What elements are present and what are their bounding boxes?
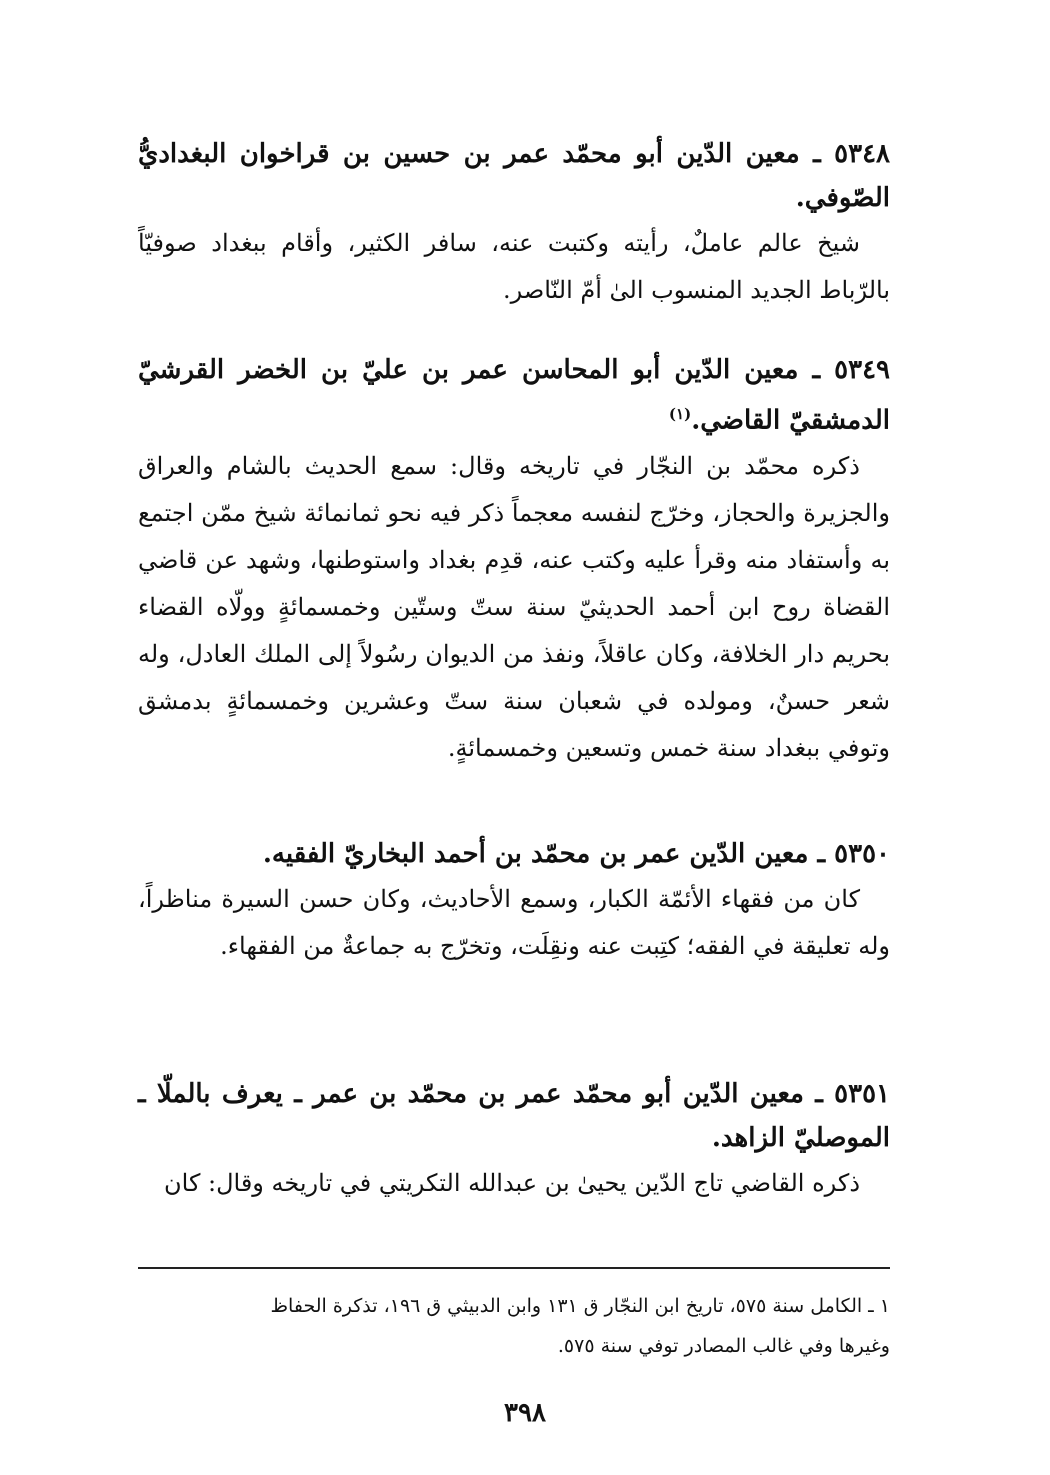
footnote-reference[interactable]: (١) <box>668 405 692 423</box>
entry-number: ٥٣٥١ ـ <box>815 1079 890 1109</box>
footnote-line: وغيرها وفي غالب المصادر توفي سنة ٥٧٥. <box>557 1335 890 1357</box>
footnote-line: ١ ـ الكامل سنة ٥٧٥، تاريخ ابن النجّار ق ١٣١ وابن الدبيثي ق ١٩٦، تذكرة الحفاظ <box>270 1295 890 1317</box>
entry-title: معين الدّين أبو محمّد عمر بن حسين بن قراخوان البغداديُّ الصّوفي. <box>138 139 890 213</box>
page-number: ٣٩٨ <box>504 1398 546 1428</box>
entry-body: شيخ عالم عاملٌ، رأيته وكتبت عنه، سافر الكثير، وأقام ببغداد صوفيّاً بالرّباط الجديد المنسوب الىٰ أمّ النّاصر. <box>138 229 890 304</box>
footnotes <box>138 1286 890 1366</box>
biography-entry-5350 <box>138 832 890 970</box>
entry-heading <box>138 348 890 443</box>
entry-number: ٥٣٤٩ ـ <box>812 355 890 385</box>
biography-entry-5348 <box>138 132 890 314</box>
entry-title: معين الدّين أبو المحاسن عمر بن عليّ بن الخضر القرشيّ الدمشقيّ القاضي. <box>138 355 890 436</box>
entry-heading <box>138 132 890 220</box>
entry-body: ذكره محمّد بن النجّار في تاريخه وقال: سمع الحديث بالشام والعراق والجزيرة والحجاز، وخرّج لنفسه معجماً ذكر فيه نحو ثمانمائة شيخ ممّن اجتمع به وأستفاد منه وقرأ عليه وكتب عنه، قدِم بغداد واستوطنها، وشهد عن قاضي القضاة روح ابن أحمد الحديثيّ سنة ستّ وستّين وخمسمائةٍ وولّاه القضاء بحريم دار الخلافة، وكان عاقلاً، ونفذ من الديوان رسُولاً إلى الملك العادل، وله شعر حسنٌ، ومولده في شعبان سنة ستّ وعشرين وخمسمائةٍ بدمشق وتوفي ببغداد سنة خمس وتسعين وخمسمائةٍ. <box>138 451 890 762</box>
biography-entry-5351 <box>138 1072 890 1207</box>
biography-entry-5349 <box>138 348 890 772</box>
entry-title: معين الدّين أبو محمّد عمر بن محمّد بن عمر ـ يعرف بالملّا ـ الموصليّ الزاهد. <box>138 1079 890 1153</box>
entry-number: ٥٣٤٨ ـ <box>813 139 890 169</box>
entry-body: كان من فقهاء الأئمّة الكبار، وسمع الأحاديث، وكان حسن السيرة مناظراً، وله تعليقة في الفقه؛ كتِبت عنه ونقِلَت، وتخرّج به جماعةٌ من الفقهاء. <box>138 885 890 960</box>
entry-number: ٥٣٥٠ ـ <box>817 839 890 869</box>
entry-body: ذكره القاضي تاج الدّين يحيىٰ بن عبدالله التكريتي في تاريخه وقال: كان <box>164 1169 860 1197</box>
footnote-divider <box>138 1267 890 1269</box>
entry-heading <box>138 1072 890 1160</box>
entry-heading <box>138 832 890 876</box>
entry-title: معين الدّين عمر بن محمّد بن أحمد البخاريّ الفقيه. <box>262 839 809 869</box>
